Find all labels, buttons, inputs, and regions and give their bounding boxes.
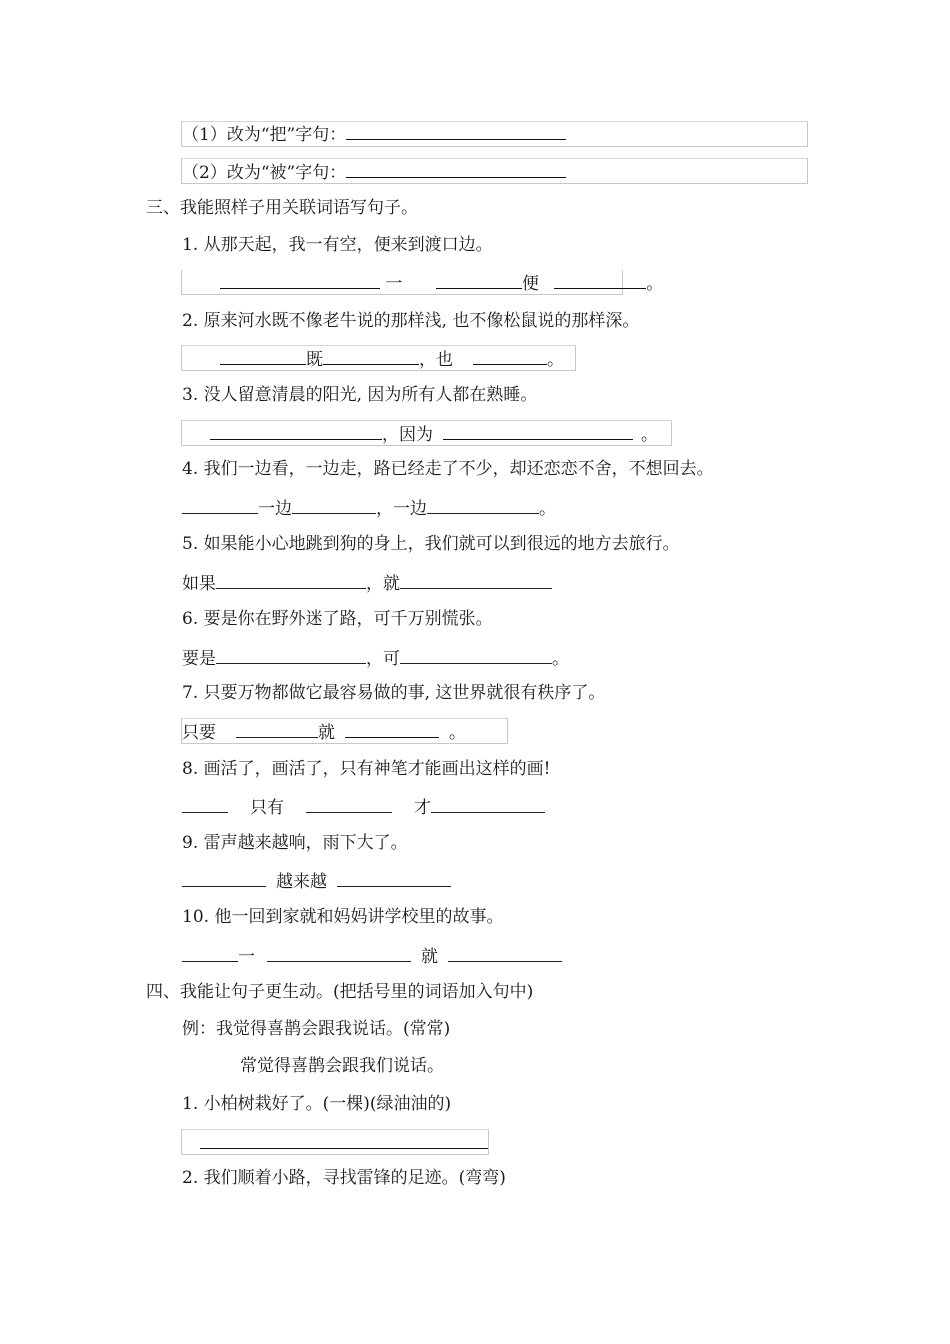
section-3-title: 三、我能照样子用关联词语写句子。 bbox=[146, 198, 418, 218]
blank[interactable] bbox=[220, 271, 380, 289]
ba-answer-line[interactable] bbox=[346, 122, 566, 140]
item-9-answer: 越来越 bbox=[182, 869, 451, 893]
example-answer: 常觉得喜鹊会跟我们说话。 bbox=[240, 1056, 444, 1076]
blank[interactable] bbox=[182, 869, 266, 887]
item-1-example: 1. 从那天起，我一有空，便来到渡口边。 bbox=[182, 235, 493, 255]
item-4-example: 4. 我们一边看，一边走，路已经走了不少，却还恋恋不舍，不想回去。 bbox=[182, 459, 714, 479]
blank[interactable] bbox=[292, 496, 376, 514]
blank[interactable] bbox=[554, 271, 646, 289]
item-9-example: 9. 雷声越来越响，雨下大了。 bbox=[182, 833, 408, 853]
blank[interactable] bbox=[431, 795, 545, 813]
item-2-example: 2. 原来河水既不像老牛说的那样浅, 也不像松鼠说的那样深。 bbox=[182, 311, 640, 331]
blank[interactable] bbox=[306, 795, 392, 813]
blank[interactable] bbox=[323, 347, 419, 365]
bei-answer-line[interactable] bbox=[346, 160, 566, 178]
blank[interactable] bbox=[436, 271, 522, 289]
item-7-answer: 只要 就 。 bbox=[182, 720, 466, 744]
example-sentence: 例：我觉得喜鹊会跟我说话。(常常) bbox=[182, 1019, 451, 1039]
blank[interactable] bbox=[400, 646, 552, 664]
item-1-answer: 一 便 。 bbox=[182, 271, 663, 295]
item-10-answer: 一 就 bbox=[182, 944, 562, 968]
blank[interactable] bbox=[216, 571, 366, 589]
section-4-title: 四、我能让句子更生动。(把括号里的词语加入句中) bbox=[146, 982, 534, 1002]
bei-sentence-prompt: （2）改为“被”字句： bbox=[182, 160, 566, 184]
item-5-example: 5. 如果能小心地跳到狗的身上，我们就可以到很远的地方去旅行。 bbox=[182, 534, 680, 554]
item-7-example: 7. 只要万物都做它最容易做的事, 这世界就很有秩序了。 bbox=[182, 683, 606, 703]
item-5-answer: 如果 ，就 bbox=[182, 571, 552, 595]
blank[interactable] bbox=[448, 944, 562, 962]
item-6-example: 6. 要是你在野外迷了路，可千万别慌张。 bbox=[182, 609, 493, 629]
blank[interactable] bbox=[200, 1131, 488, 1149]
item-6-answer: 要是 ，可 。 bbox=[182, 646, 569, 670]
blank[interactable] bbox=[236, 720, 318, 738]
blank[interactable] bbox=[443, 422, 633, 440]
item-3-answer: ，因为 。 bbox=[182, 422, 658, 446]
section-4-item-2: 2. 我们顺着小路，寻找雷锋的足迹。(弯弯) bbox=[182, 1168, 506, 1188]
blank[interactable] bbox=[220, 347, 306, 365]
item-3-example: 3. 没人留意清晨的阳光, 因为所有人都在熟睡。 bbox=[182, 385, 538, 405]
section-4-item-1-answer bbox=[182, 1131, 488, 1155]
blank[interactable] bbox=[427, 496, 539, 514]
item-8-example: 8. 画活了，画活了，只有神笔才能画出这样的画! bbox=[182, 759, 551, 779]
blank[interactable] bbox=[216, 646, 366, 664]
ba-sentence-prompt: （1）改为“把”字句： bbox=[182, 122, 566, 146]
blank[interactable] bbox=[337, 869, 451, 887]
blank[interactable] bbox=[182, 795, 228, 813]
blank[interactable] bbox=[267, 944, 411, 962]
section-4-item-1: 1. 小柏树栽好了。(一棵)(绿油油的) bbox=[182, 1094, 452, 1114]
item-4-answer: 一边 ，一边 。 bbox=[182, 496, 556, 520]
blank[interactable] bbox=[473, 347, 547, 365]
item-8-answer: 只有 才 bbox=[182, 795, 545, 819]
blank[interactable] bbox=[182, 944, 238, 962]
blank[interactable] bbox=[400, 571, 552, 589]
blank[interactable] bbox=[210, 422, 382, 440]
blank[interactable] bbox=[345, 720, 439, 738]
blank[interactable] bbox=[182, 496, 258, 514]
item-2-answer: 既 ，也 。 bbox=[182, 347, 564, 371]
item-10-example: 10. 他一回到家就和妈妈讲学校里的故事。 bbox=[182, 907, 504, 927]
